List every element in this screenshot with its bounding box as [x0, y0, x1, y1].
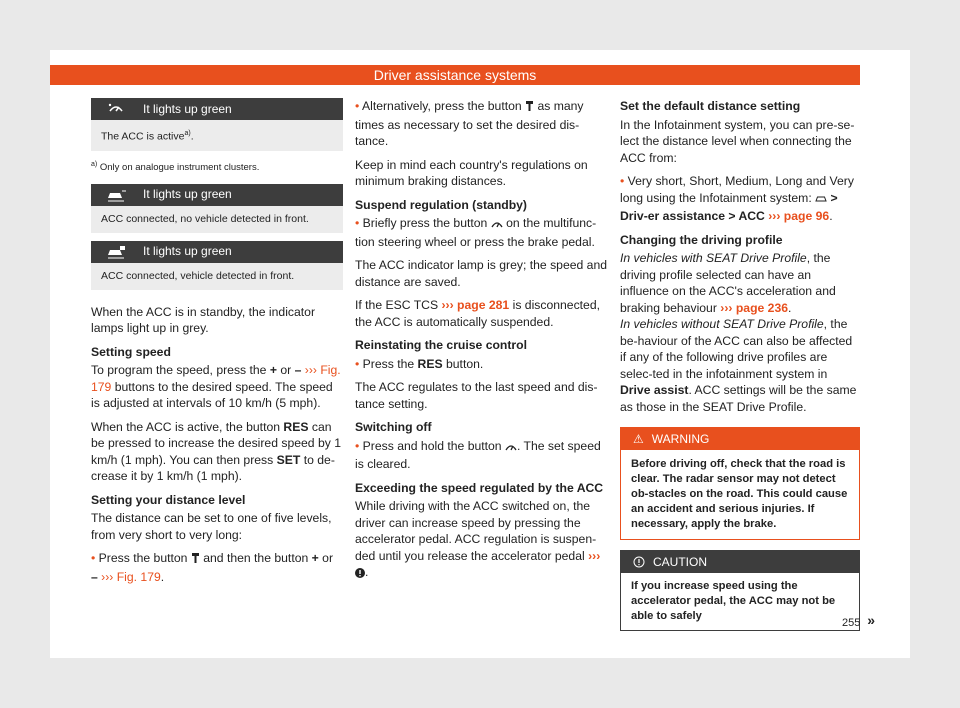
exceeding-heading: Exceeding the speed regulated by the ACC	[355, 480, 604, 495]
warning-text: Before driving off, check that the road is clear. The radar sensor may not detect ob-stacles on the road. This could cause an accident and serious injuries. If necessary, apply the brake.	[631, 458, 848, 530]
options-bullet: • Very short, Short, Medium, Long and Very long using the Infotainment system: > Driv-er assistance > ACC ››› page 96.	[620, 174, 854, 223]
suspend-heading: Suspend regulation (standby)	[355, 197, 527, 212]
caution-box	[620, 550, 875, 631]
lamp-desc-1: The ACC is active$^{a)}$.	[91, 120, 343, 151]
distance-heading: Setting your distance level	[91, 492, 246, 507]
standby-text: When the ACC is in standby, the indicator lamps light up in grey.	[91, 304, 316, 336]
continue-mark: »	[867, 612, 875, 628]
lamp-row-1	[91, 98, 343, 120]
distance-button-icon	[525, 100, 534, 117]
acc-button-icon	[491, 217, 503, 234]
page-header: Driver assistance systems	[50, 65, 860, 85]
fig-179-link-2[interactable]: ››› Fig. 179	[101, 569, 161, 584]
regulates-text: The ACC regulates to the last speed and dis-tance setting.	[355, 380, 598, 411]
press-res-bullet: • Press the RES button.	[355, 356, 484, 371]
page-236-link[interactable]: ››› page 236	[720, 300, 789, 315]
page-96-link[interactable]: ››› page 96	[768, 209, 830, 223]
press-button-bullet: • Press the button and then the button + or – ››› Fig. 179.	[91, 551, 334, 584]
column-3	[620, 98, 875, 631]
column-1	[91, 98, 343, 592]
lamp-label: It lights up green	[143, 187, 232, 202]
grey-lamp-text: The ACC indicator lamp is grey; the speed and distance are saved.	[355, 258, 608, 289]
acc-vehicle-detected-icon	[101, 245, 131, 259]
warning-triangle-icon: ⚠	[633, 431, 644, 446]
set-button-label: SET	[276, 452, 301, 467]
active-text: When the ACC is active, the button RES can be pressed to increase the desired speed by 1 km/h (1 mph). You can then press SET to de-crease it by 1 km/h (1 mph).	[91, 419, 342, 484]
acc-button-icon	[505, 440, 517, 457]
driving-profile-heading: Changing the driving profile	[620, 232, 783, 247]
setting-speed-heading: Setting speed	[91, 344, 171, 359]
lamp-desc-3: ACC connected, vehicle detected in front.	[91, 263, 343, 290]
distance-button-icon	[191, 552, 200, 569]
reinstate-heading: Reinstating the cruise control	[355, 338, 528, 352]
warning-header: ⚠ WARNING	[621, 428, 859, 450]
page-281-link[interactable]: ››› page 281	[441, 298, 510, 312]
caution-circle-icon	[633, 556, 645, 568]
hold-bullet: • Press and hold the button . The set speed is cleared.	[355, 438, 601, 471]
res-button-label: RES	[283, 419, 309, 434]
briefly-bullet: • Briefly press the button on the multifunc-tion steering wheel or press the brake pedal.	[355, 216, 597, 249]
default-distance-text: In the Infotainment system, you can pre-se-lect the distance level when connecting the ACC from:	[620, 117, 855, 165]
switching-off-heading: Switching off	[355, 420, 432, 434]
esc-text: If the ESC TCS ››› page 281 is disconnected, the ACC is automatically suspended.	[355, 298, 601, 329]
caution-header: CAUTION	[621, 551, 859, 573]
exceeding-text: While driving with the ACC switched on, the driver can increase speed by pressing the accelerator pedal. ACC regulation is suspen-ded until you release the accelerator pedal ››› .	[355, 498, 607, 583]
warning-box	[620, 427, 860, 540]
lamp-row-2	[91, 184, 343, 206]
lamp-row-3	[91, 241, 343, 263]
car-menu-icon	[815, 192, 827, 209]
setting-speed-text: To program the speed, press the + or – ››› Fig. 179 buttons to the desired speed. The speed is adjusted at intervals of 10 km/h (5 mph).	[91, 363, 341, 411]
footnote: $^{a)}$ Only on analogue instrument clusters.	[91, 160, 260, 173]
fig-179-link[interactable]: ››› Fig. 179	[91, 363, 341, 394]
lamp-label: It lights up green	[143, 244, 232, 259]
caution-text: If you increase speed using the accelerator pedal, the ACC may not be able to safely »	[631, 580, 875, 628]
alternative-bullet: • Alternatively, press the button as many times as necessary to set the desired dis-tance.	[355, 99, 584, 148]
res-button-label: RES	[417, 356, 443, 371]
profile-text: In vehicles with SEAT Drive Profile, the driving profile selected can have an influence on the ACC's acceleration and braking behaviour ››› page 236. In vehicles without SEAT Drive Profile, the be-haviour of the ACC can also be affected if any of the following drive profiles are selec-ted in the infotainment system in Drive assist. ACC settings will be the same as those in the SEAT Drive Profile.	[620, 251, 857, 414]
page-number: 255	[842, 617, 861, 629]
distance-text: The distance can be set to one of five levels, from very short to very long:	[91, 511, 332, 542]
warning-circle-icon	[355, 566, 365, 583]
lamp-desc-2: ACC connected, no vehicle detected in front.	[91, 206, 343, 233]
keep-in-mind-text: Keep in mind each country's regulations on minimum braking distances.	[355, 157, 588, 188]
acc-active-icon	[101, 102, 131, 116]
column-2	[355, 98, 607, 590]
acc-no-vehicle-icon	[101, 188, 131, 202]
lamp-label: It lights up green	[143, 101, 232, 116]
default-distance-heading: Set the default distance setting	[620, 99, 801, 113]
warning-ref-link[interactable]: ›››	[588, 548, 601, 563]
